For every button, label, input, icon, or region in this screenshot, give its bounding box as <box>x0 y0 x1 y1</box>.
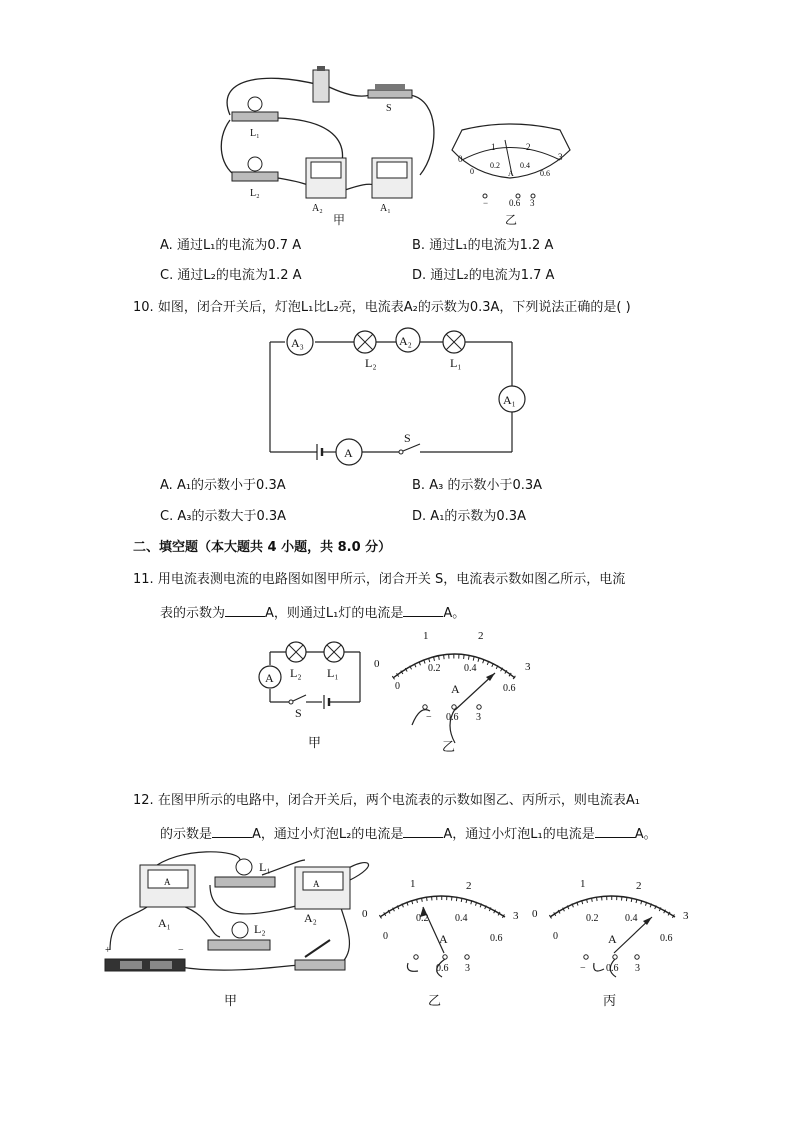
svg-text:3: 3 <box>525 661 531 673</box>
svg-text:0.6: 0.6 <box>540 169 550 178</box>
q10-option-a: A. A₁的示数小于0.3A <box>160 478 286 493</box>
svg-text:3: 3 <box>683 910 689 922</box>
svg-text:0.6: 0.6 <box>509 198 521 208</box>
q9-option-b: B. 通过L₁的电流为1.2 A <box>412 238 554 253</box>
svg-text:A: A <box>608 932 617 946</box>
section-title-fill-in: 二、填空题（本大题共 4 小题，共 8.0 分） <box>133 540 392 555</box>
svg-text:2: 2 <box>478 630 484 642</box>
svg-text:−: − <box>483 198 489 208</box>
q9-option-d: D. 通过L₂的电流为1.7 A <box>412 268 555 283</box>
svg-text:A: A <box>313 879 320 889</box>
q9-label-yi: 乙 <box>505 213 518 227</box>
svg-text:0.6: 0.6 <box>436 963 449 974</box>
svg-text:0: 0 <box>362 908 368 920</box>
svg-text:−: − <box>580 963 586 974</box>
q10-ammeter-a2: A₂ <box>399 334 412 348</box>
q11-lamp-l2: L₂ <box>290 666 302 680</box>
q11-line1: 11. 用电流表测电流的电路图如图甲所示，闭合开关 S，电流表示数如图乙所示，电流 <box>133 572 626 587</box>
q11-switch-s: S <box>295 706 302 720</box>
svg-text:0.6: 0.6 <box>490 933 503 944</box>
svg-text:0: 0 <box>532 908 538 920</box>
svg-text:0.6: 0.6 <box>606 963 619 974</box>
q12-blank-1[interactable] <box>212 825 252 838</box>
q12-label-plus: + <box>105 945 111 956</box>
svg-text:0.2: 0.2 <box>428 663 441 674</box>
svg-text:A: A <box>508 169 514 178</box>
q12-figure <box>0 845 794 1015</box>
svg-text:0.2: 0.2 <box>490 161 500 170</box>
svg-text:1: 1 <box>580 878 586 890</box>
svg-text:2: 2 <box>466 880 472 892</box>
q11-ammeter-a: A <box>265 671 274 685</box>
q11-blank-2[interactable] <box>403 604 443 617</box>
q10-circuit-diagram <box>0 320 794 470</box>
svg-text:0: 0 <box>553 931 558 942</box>
svg-text:A: A <box>439 932 448 946</box>
q12-label-a1: A₁ <box>158 916 171 930</box>
svg-text:0.6: 0.6 <box>446 712 459 723</box>
svg-text:1: 1 <box>410 878 416 890</box>
q12-label-l1: L₁ <box>259 860 271 874</box>
svg-text:1: 1 <box>423 630 429 642</box>
q11-figure <box>0 625 794 755</box>
q11-lamp-l1: L₁ <box>327 666 339 680</box>
q10-lamp-l2: L₂ <box>365 356 377 370</box>
svg-text:A: A <box>164 877 171 887</box>
svg-text:0: 0 <box>383 931 388 942</box>
svg-text:0.4: 0.4 <box>520 161 530 170</box>
q10-option-d: D. A₁的示数为0.3A <box>412 509 526 524</box>
svg-text:0.2: 0.2 <box>416 913 429 924</box>
svg-text:0: 0 <box>458 154 463 164</box>
q12-blank-2[interactable] <box>403 825 443 838</box>
q10-ammeter-a1: A₁ <box>503 393 516 407</box>
q10-switch-s: S <box>404 431 411 445</box>
q11-label-jia: 甲 <box>308 735 322 750</box>
q9-label-a1: A₁ <box>380 203 391 214</box>
svg-text:3: 3 <box>530 198 535 208</box>
svg-text:3: 3 <box>513 910 519 922</box>
svg-text:2: 2 <box>526 142 531 152</box>
q12-label-minus: − <box>178 945 184 956</box>
q9-option-a: A. 通过L₁的电流为0.7 A <box>160 238 302 253</box>
q12-label-l2: L₂ <box>254 922 266 936</box>
svg-text:0.6: 0.6 <box>503 683 516 694</box>
q12-label-bing: 丙 <box>603 993 617 1008</box>
svg-text:1: 1 <box>491 142 496 152</box>
svg-text:3: 3 <box>465 963 470 974</box>
q12-line1: 12. 在图甲所示的电路中，闭合开关后，两个电流表的示数如图乙、丙所示，则电流表A₁ <box>133 793 640 808</box>
svg-text:3: 3 <box>635 963 640 974</box>
q9-option-c: C. 通过L₂的电流为1.2 A <box>160 268 302 283</box>
svg-text:A: A <box>451 682 460 696</box>
q12-label-yi: 乙 <box>428 993 442 1008</box>
svg-text:0: 0 <box>395 681 400 692</box>
svg-text:2: 2 <box>636 880 642 892</box>
q9-label-jia: 甲 <box>333 213 346 227</box>
q10-ammeter-a3: A₃ <box>291 336 304 350</box>
q12-line2: 的示数是 A，通过小灯泡L₂的电流是 A，通过小灯泡L₁的电流是 A。 <box>160 827 657 842</box>
q9-label-s: S <box>386 103 392 114</box>
svg-text:3: 3 <box>476 712 481 723</box>
svg-text:0.4: 0.4 <box>464 663 477 674</box>
q9-label-a2: A₂ <box>312 203 323 214</box>
svg-text:0.4: 0.4 <box>625 913 638 924</box>
q10-option-c: C. A₃的示数大于0.3A <box>160 509 287 524</box>
q10-stem: 10. 如图，闭合开关后，灯泡L₁比L₂亮，电流表A₂的示数为0.3A，下列说法正确的是( ) <box>133 300 631 315</box>
q10-ammeter-a: A <box>344 446 353 460</box>
q9-label-l2: L₂ <box>250 188 260 199</box>
q12-label-a2: A₂ <box>304 911 317 925</box>
q9-label-l1: L₁ <box>250 128 260 139</box>
svg-text:0: 0 <box>374 658 380 670</box>
q12-label-jia: 甲 <box>224 993 238 1008</box>
svg-text:0.4: 0.4 <box>455 913 468 924</box>
svg-text:3: 3 <box>558 152 563 162</box>
q9-circuit-figure <box>0 0 794 240</box>
svg-text:0.6: 0.6 <box>660 933 673 944</box>
q10-lamp-l1: L₁ <box>450 356 462 370</box>
q12-blank-3[interactable] <box>595 825 635 838</box>
q11-line2: 表的示数为 A，则通过L₁灯的电流是 A。 <box>160 606 466 621</box>
svg-text:0: 0 <box>470 167 474 176</box>
q11-blank-1[interactable] <box>225 604 265 617</box>
q11-label-yi: 乙 <box>442 739 456 754</box>
svg-text:−: − <box>426 712 432 723</box>
q10-option-b: B. A₃ 的示数小于0.3A <box>412 478 543 493</box>
svg-text:0.2: 0.2 <box>586 913 599 924</box>
